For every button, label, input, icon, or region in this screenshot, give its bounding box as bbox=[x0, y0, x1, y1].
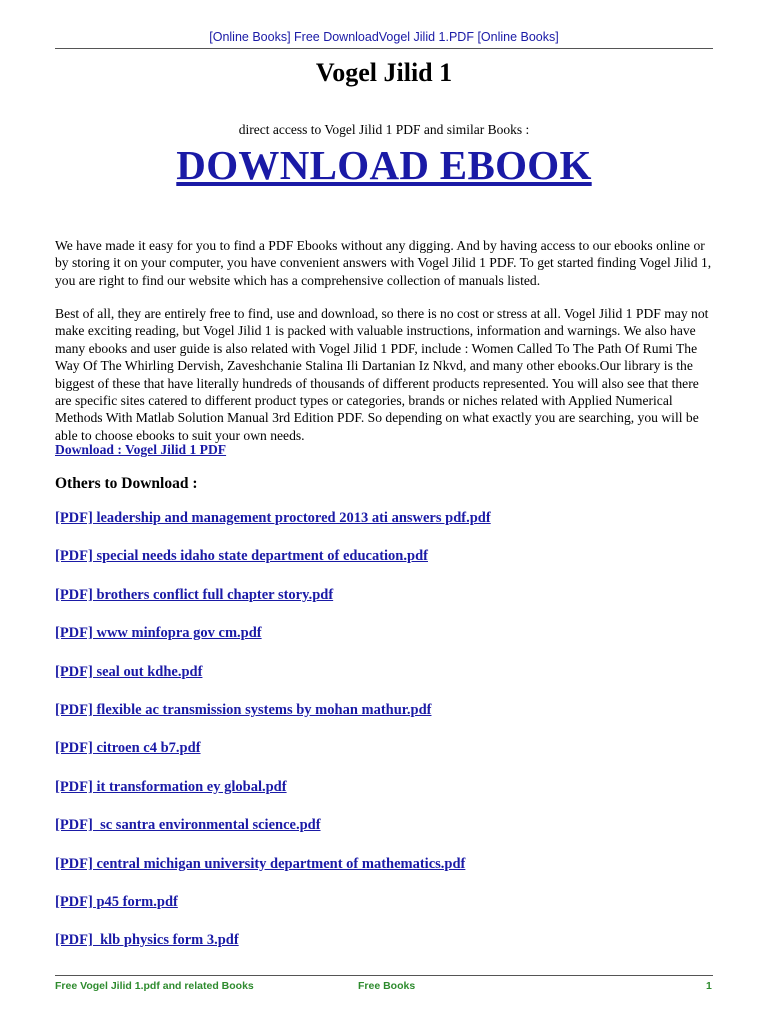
download-pdf-link[interactable]: Download : Vogel Jilid 1 PDF bbox=[55, 442, 227, 457]
page-title: Vogel Jilid 1 bbox=[315, 58, 453, 87]
others-heading: Others to Download : bbox=[55, 475, 198, 492]
pdf-link[interactable]: [PDF] seal out kdhe.pdf bbox=[55, 663, 203, 680]
pdf-link[interactable]: [PDF] p45 form.pdf bbox=[55, 893, 178, 910]
pdf-link[interactable]: [PDF] klb physics form 3.pdf bbox=[55, 932, 239, 949]
description-paragraph: Best of all, they are entirely free to find, use and download, so there is no cost or stress at all. Vogel Jilid 1 PDF may not make exciting reading, but Vogel Jilid 1 is packed with valuable instructions, information and warnings. We also have many ebooks and user guide is also related with Vogel Jilid 1 PDF, include : Women Called To The Path Of Rumi The Way Of The Whirling Dervish, Zaveshchanie Stalina Ili Dartanian Iz Nkvd, and many other ebooks.Our library is the biggest of these that have literally hundreds of thousands of different products represented. You will also see that there are specific sites catered to different product types or categories, brands or niches related with Applied Numerical Methods With Matlab Solution Manual 3rd Edition PDF. So depending on what exactly you are searching, you will be able to choose ebooks to suit your own needs. bbox=[55, 306, 709, 443]
pdf-link[interactable]: [PDF] central michigan university department of mathematics.pdf bbox=[55, 855, 466, 872]
pdf-link[interactable]: [PDF] sc santra environmental science.pdf bbox=[55, 817, 321, 834]
pdf-link[interactable]: [PDF] leadership and management proctored 2013 ati answers pdf.pdf bbox=[55, 510, 491, 526]
footer-center: Free Books bbox=[358, 980, 416, 992]
pdf-link[interactable]: [PDF] it transformation ey global.pdf bbox=[55, 778, 287, 795]
footer-title: Free Vogel Jilid 1.pdf and related Books bbox=[55, 980, 254, 992]
pdf-link-list bbox=[55, 510, 715, 971]
pdf-link[interactable]: [PDF] citroen c4 b7.pdf bbox=[55, 740, 201, 757]
pdf-link[interactable]: [PDF] flexible ac transmission systems by mohan mathur.pdf bbox=[55, 701, 432, 718]
page-number: 1 bbox=[706, 980, 712, 992]
subtitle: direct access to Vogel Jilid 1 PDF and similar Books : bbox=[238, 122, 530, 137]
header-divider bbox=[55, 48, 713, 49]
pdf-link[interactable]: [PDF] special needs idaho state department of education.pdf bbox=[55, 548, 428, 565]
intro-paragraph: We have made it easy for you to find a PDF Ebooks without any digging. And by having access to our ebooks online or by storing it on your computer, you have convenient answers with Vogel Jilid 1 PDF. To get started finding Vogel Jilid 1, you are right to find our website which has a comprehensive collection of manuals listed. bbox=[55, 238, 712, 288]
download-ebook-link[interactable]: DOWNLOAD EBOOK bbox=[176, 142, 592, 188]
footer-divider bbox=[55, 975, 713, 976]
page-header[interactable]: [Online Books] Free DownloadVogel Jilid 1.PDF [Online Books] bbox=[209, 30, 559, 44]
pdf-link[interactable]: [PDF] www minfopra gov cm.pdf bbox=[55, 625, 262, 642]
pdf-link[interactable]: [PDF] brothers conflict full chapter story.pdf bbox=[55, 586, 334, 603]
